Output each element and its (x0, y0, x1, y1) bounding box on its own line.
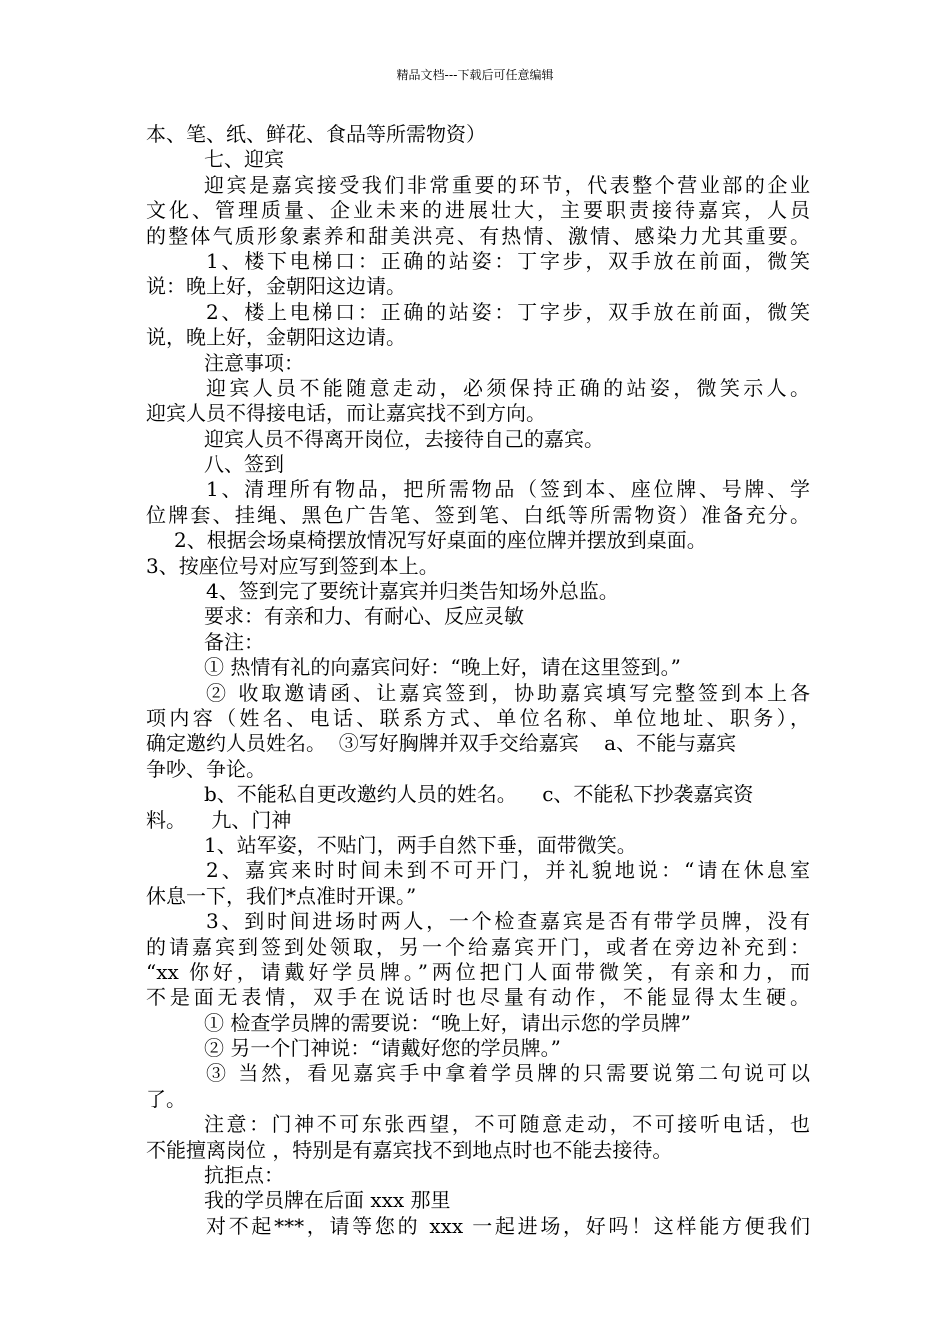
text-line: 抗拒点： (204, 1163, 284, 1188)
text-line: 本、笔、纸、鲜花、食品等所需物资） (146, 122, 486, 146)
text-line: b、不能私自更改邀约人员的姓名。 c、不能私下抄袭嘉宾资 (204, 782, 754, 807)
text-line: 3、按座位号对应写到签到本上。 (146, 553, 439, 578)
text-line: 的请嘉宾到签到处领取，另一个给嘉宾开门，或者在旁边补充到： (146, 934, 810, 959)
text-line: 对不起***，请等您的 xxx 一起进场，好吗！这样能方便我们 (206, 1213, 810, 1238)
text-line: ③ 当然，看见嘉宾手中拿着学员牌的只需要说第二句说可以 (206, 1061, 810, 1086)
text-line: 不是面无表情，双手在说话时也尽量有动作，不能显得太生硬。 (146, 985, 810, 1010)
text-line: 注意事项： (204, 350, 304, 375)
text-line: 1、清理所有物品，把所需物品（签到本、座位牌、号牌、学 (206, 477, 810, 502)
text-line: 迎宾人员不得接电话，而让嘉宾找不到方向。 (146, 401, 546, 426)
text-line: 说，晚上好，金朝阳这边请。 (146, 325, 406, 350)
text-line: 的整体气质形象素养和甜美洪亮、有热情、激情、感染力尤其重要。 (146, 223, 810, 248)
text-line: 注意：门神不可东张西望，不可随意走动，不可接听电话，也 (204, 1112, 810, 1137)
text-line: 不能擅离岗位 ，特别是有嘉宾找不到地点时也不能去接待。 (146, 1137, 673, 1162)
text-line: 2、嘉宾来时时间未到不可开门，并礼貌地说：“请在休息室 (206, 858, 810, 883)
text-line: 迎宾是嘉宾接受我们非常重要的环节，代表整个营业部的企业 (204, 172, 810, 197)
text-line: 争吵、争论。 (146, 756, 266, 781)
text-line: 要求：有亲和力、有耐心、反应灵敏 (204, 604, 524, 629)
text-line: ② 收取邀请函、让嘉宾签到，协助嘉宾填写完整签到本上各 (206, 680, 810, 705)
text-line: 文化、管理质量、企业未来的进展壮大，主要职责接待嘉宾，人员 (146, 198, 810, 223)
text-line: ② 另一个门神说：“请戴好您的学员牌。” (204, 1036, 561, 1061)
text-line: “xx 你好，请戴好学员牌。”两位把门人面带微笑，有亲和力，而 (146, 959, 810, 984)
text-line: 项内容（姓名、电话、联系方式、单位名称、单位地址、职务）， (146, 705, 810, 730)
page-header: 精品文档---下载后可任意编辑 (396, 68, 554, 82)
text-line: 1、站军姿，不贴门，两手自然下垂，面带微笑。 (204, 832, 637, 857)
text-line: 休息一下，我们*点准时开课。” (146, 883, 417, 908)
text-line: 3、到时间进场时两人，一个检查嘉宾是否有带学员牌，没有 (206, 909, 810, 934)
text-line: 1、楼下电梯口：正确的站姿：丁字步，双手放在前面，微笑 (206, 248, 810, 273)
text-line: 迎宾人员不能随意走动，必须保持正确的站姿，微笑示人。 (206, 375, 810, 400)
text-line: 4、签到完了要统计嘉宾并归类告知场外总监。 (206, 579, 619, 604)
text-line: 了。 (146, 1086, 186, 1111)
text-line: 2、楼上电梯口：正确的站姿：丁字步，双手放在前面，微笑 (206, 299, 810, 324)
text-line: 确定邀约人员姓名。 ③写好胸牌并双手交给嘉宾 a、不能与嘉宾 (146, 731, 737, 756)
section-heading-welcome: 七、迎宾 (204, 147, 284, 172)
text-line: ① 热情有礼的向嘉宾问好：“晚上好，请在这里签到。” (204, 655, 681, 680)
text-line: 位牌套、挂绳、黑色广告笔、签到笔、白纸等所需物资）准备充分。 (146, 502, 810, 527)
text-line: 我的学员牌在后面 xxx 那里 (204, 1188, 451, 1213)
document-body (146, 122, 810, 1239)
text-line: ① 检查学员牌的需要说：“晚上好，请出示您的学员牌” (204, 1010, 691, 1035)
text-line: 料。 九、门神 (146, 807, 292, 832)
text-line: 备注： (204, 629, 264, 654)
text-line: 2、根据会场桌椅摆放情况写好桌面的座位牌并摆放到桌面。 (174, 528, 707, 553)
section-heading-signin: 八、签到 (204, 452, 284, 477)
text-line: 说：晚上好，金朝阳这边请。 (146, 274, 406, 299)
text-line: 迎宾人员不得离开岗位，去接待自己的嘉宾。 (204, 426, 604, 451)
